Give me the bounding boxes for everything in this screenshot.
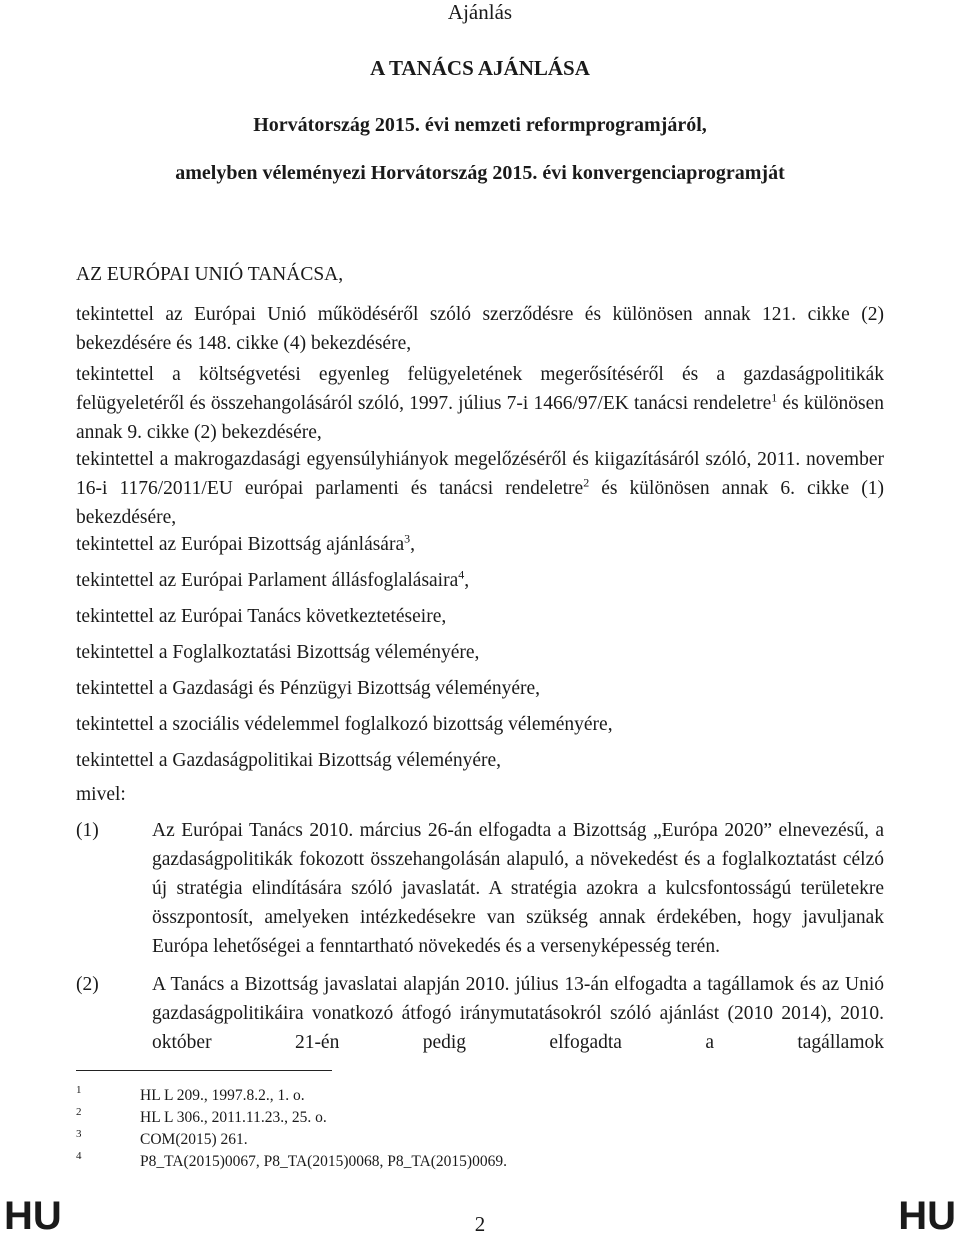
citation-parliament — [76, 566, 884, 595]
recital-1 — [76, 816, 884, 961]
footnote-ref-1[interactable]: 1 — [771, 390, 778, 405]
document-subtitle-line-1: Horvátország 2015. évi nemzeti reformprogramjáról, — [253, 114, 707, 136]
document-title: A TANÁCS AJÁNLÁSA — [370, 56, 590, 80]
citation-regulation-1176-text: tekintettel a makrogazdasági egyensúlyhiányok megelőzéséről és kiigazításáról szóló, 2011. november 16-i 1176/2011/EU európai parlamenti és tanácsi rendeletre — [76, 449, 884, 499]
footnote-ref-3[interactable]: 3 — [404, 531, 411, 546]
citation-treaty: tekintettel az Európai Unió működéséről szóló szerződésre és különösen annak 121. cikke (2) bekezdésére és 148. cikke (4) bekezdésére, — [76, 304, 884, 354]
footnote-2-text: HL L 306., 2011.11.23., 25. o. — [140, 1109, 327, 1126]
recital-2-text: A Tanács a Bizottság javaslatai alapján 2010. július 13-án elfogadta a tagállamok és az Unió gazdaságpolitikáira vonatkozó átfogó iránymutatásokról szóló ajánlást (2010 2014), 2010. október 21-én pedig elfogadta a tagállamok — [152, 974, 884, 1053]
recital-2 — [76, 970, 884, 1057]
footnote-1-text: HL L 209., 1997.8.2., 1. o. — [140, 1087, 305, 1104]
citation-regulation-1466-text: tekintettel a költségvetési egyenleg felügyeletének megerősítéséről és a gazdaságpolitikák felügyeletéről és összehangolásáról szóló, 1997. július 7-i 1466/97/EK tanácsi rendeletre — [76, 364, 884, 414]
document-subtitle-line-2: amelyben véleményezi Horvátország 2015. évi konvergenciaprogramját — [175, 162, 785, 184]
language-code-right: HU — [898, 1194, 956, 1238]
citation-regulation-1466-tail: és különösen annak 9. cikke (2) bekezdésére, — [76, 393, 885, 443]
recital-1-number: (1) — [76, 820, 99, 841]
footnote-4-text: P8_TA(2015)0067, P8_TA(2015)0068, P8_TA(2015)0069. — [140, 1153, 507, 1170]
whereas-label: mivel: — [76, 784, 126, 805]
citation-parliament-tail: , — [464, 570, 470, 591]
footnote-3-text: COM(2015) 261. — [140, 1131, 248, 1148]
footnote-separator — [76, 1070, 332, 1071]
footnote-4-number: 4 — [76, 1150, 82, 1162]
citation-parliament-text: tekintettel az Európai Parlament állásfoglalásaira — [76, 570, 459, 591]
page-number: 2 — [474, 1212, 486, 1236]
citation-commission-tail: , — [410, 534, 415, 555]
footnote-ref-4[interactable]: 4 — [458, 567, 465, 582]
footnote-1-number: 1 — [76, 1084, 82, 1096]
citation-european-council: tekintettel az Európai Tanács következtetéseire, — [76, 606, 447, 627]
citation-commission — [76, 530, 884, 559]
language-code-left: HU — [4, 1194, 62, 1238]
citation-regulation-1466 — [76, 360, 884, 447]
footnote-2-number: 2 — [76, 1106, 82, 1118]
recital-2-number: (2) — [76, 974, 99, 995]
citation-regulation-1176-tail: és különösen annak 6. cikke (1) bekezdésére, — [76, 478, 884, 528]
citation-regulation-1176 — [76, 445, 884, 532]
footnote-ref-2[interactable]: 2 — [583, 475, 590, 490]
citation-economic-financial-committee: tekintettel a Gazdasági és Pénzügyi Bizottság véleményére, — [76, 678, 541, 699]
citation-employment-committee: tekintettel a Foglalkoztatási Bizottság véleményére, — [76, 642, 480, 663]
document-label: Ajánlás — [447, 0, 513, 24]
council-heading: AZ EURÓPAI UNIÓ TANÁCSA, — [76, 264, 344, 285]
citation-commission-text: tekintettel az Európai Bizottság ajánlására — [76, 534, 405, 555]
footnote-3-number: 3 — [76, 1128, 82, 1140]
citation-economic-policy-committee: tekintettel a Gazdaságpolitikai Bizottság véleményére, — [76, 750, 502, 771]
citation-social-protection-committee: tekintettel a szociális védelemmel foglalkozó bizottság véleményére, — [76, 714, 613, 735]
recital-1-text: Az Európai Tanács 2010. március 26-án elfogadta a Bizottság „Európa 2020” elnevezésű, a gazdaságpolitikák fokozott összehangolásán alapuló, a növekedést és a foglalkoztatást célzó új stratégia elindítására szóló javaslatát. A stratégia azokra a kulcsfontosságú területekre összpontosít, amelyeken intézkedésekre van szükség annak érdekében, hogy javuljanak Európa lehetőségei a fenntartható növekedés és a versenyképesség terén. — [152, 820, 884, 957]
